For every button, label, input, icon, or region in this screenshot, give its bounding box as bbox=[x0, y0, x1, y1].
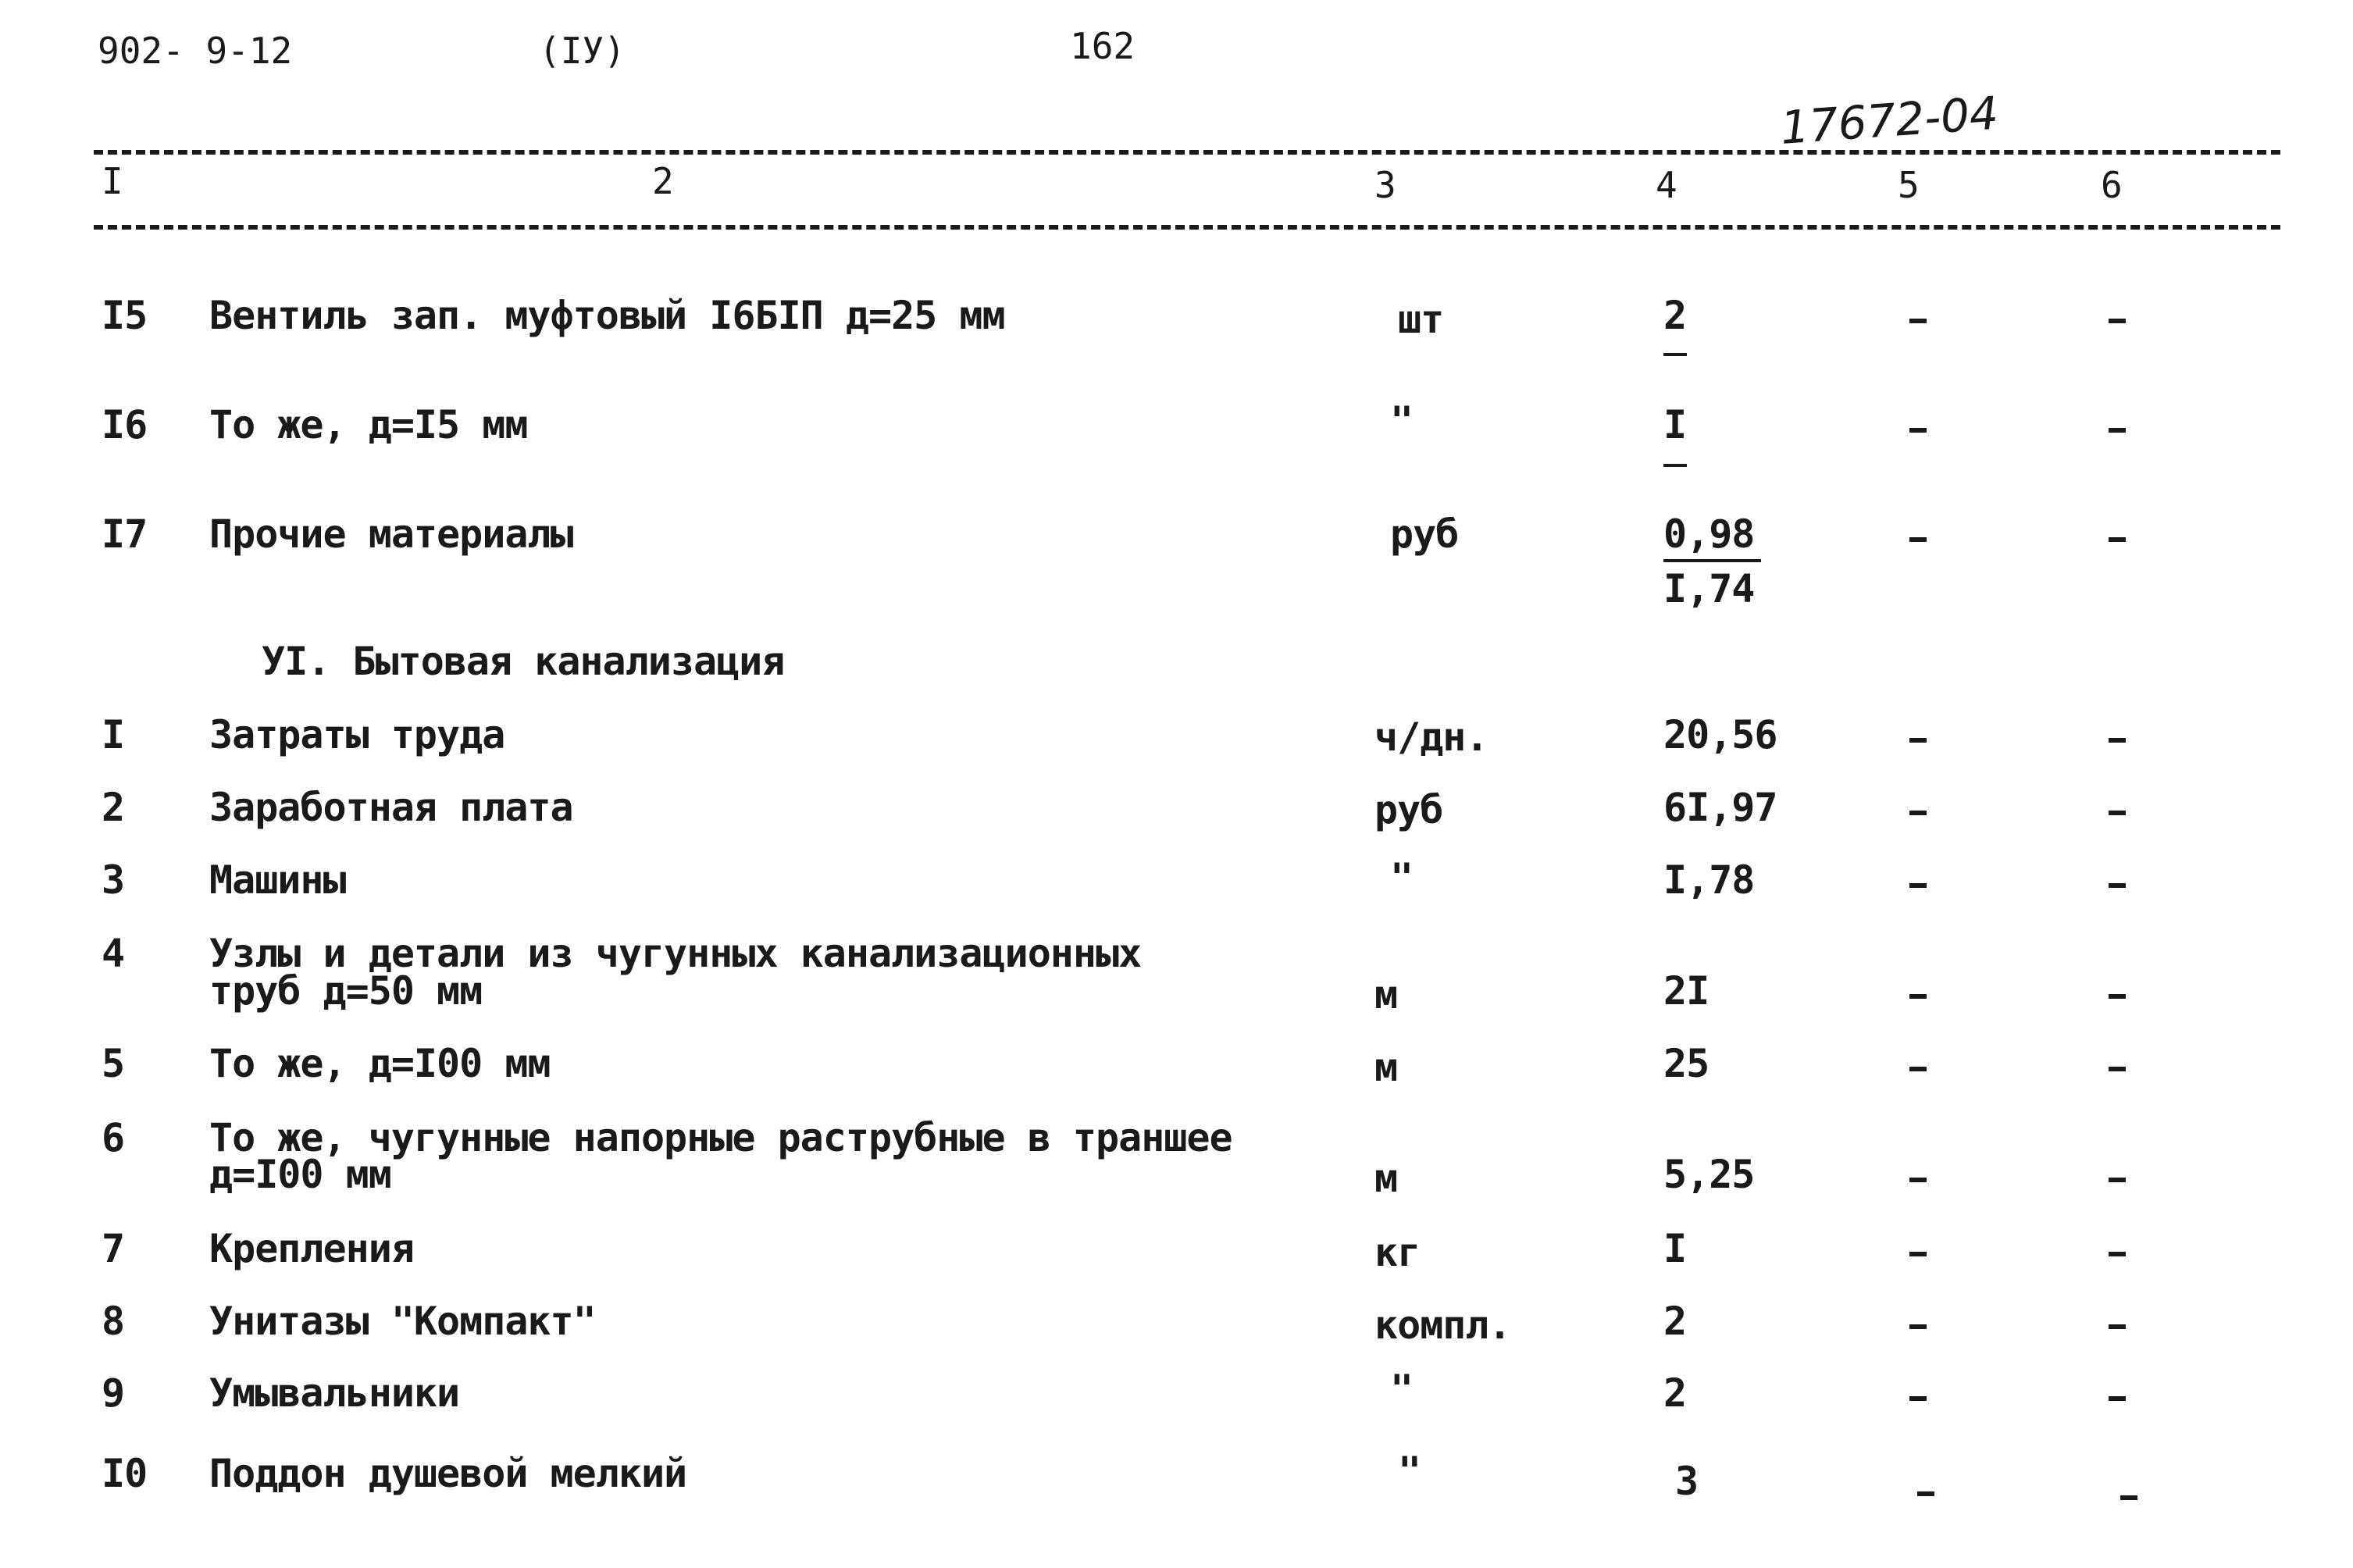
unit: ч/дн. bbox=[1374, 715, 1488, 760]
item-name: Узлы и детали из чугунных канализационных bbox=[209, 931, 1142, 976]
unit: " bbox=[1398, 1449, 1421, 1494]
item-name: Прочие материалы bbox=[209, 511, 573, 557]
item-name: Затраты труда bbox=[209, 712, 505, 757]
section-title: УI. Бытовая канализация bbox=[262, 639, 785, 684]
document-code: 902- 9-12 bbox=[98, 30, 293, 72]
column-5-dash bbox=[1909, 738, 1927, 743]
row-number: I0 bbox=[102, 1451, 148, 1496]
unit: компл. bbox=[1374, 1303, 1511, 1348]
item-name: То же, чугунные напорные раструбные в траншее bbox=[209, 1115, 1232, 1160]
unit: " bbox=[1390, 1367, 1414, 1412]
unit: м bbox=[1374, 1045, 1398, 1090]
column-6-dash bbox=[2109, 811, 2126, 815]
row-number: 6 bbox=[102, 1115, 125, 1160]
item-name: Машины bbox=[209, 857, 346, 903]
page-number: 162 bbox=[1070, 25, 1136, 67]
quantity: I,78 bbox=[1663, 857, 1755, 903]
quantity: 6I,97 bbox=[1663, 785, 1777, 830]
column-5-dash bbox=[1909, 319, 1927, 323]
row-number: 3 bbox=[102, 857, 125, 903]
unit: кг bbox=[1374, 1230, 1421, 1275]
unit: " bbox=[1390, 398, 1414, 444]
section-mark: (IУ) bbox=[539, 30, 626, 72]
quantity-underline bbox=[1663, 464, 1687, 467]
column-6-dash bbox=[2109, 319, 2126, 323]
quantity: 25 bbox=[1663, 1041, 1709, 1086]
item-name: Поддон душевой мелкий bbox=[209, 1451, 687, 1496]
column-5-dash bbox=[1909, 994, 1927, 999]
column-5-dash bbox=[1909, 537, 1927, 542]
column-header-1: I bbox=[102, 160, 123, 202]
quantity: 5,25 bbox=[1663, 1152, 1755, 1197]
column-5-dash bbox=[1909, 1396, 1927, 1401]
unit: руб bbox=[1390, 511, 1459, 557]
quantity: 2I bbox=[1663, 968, 1709, 1014]
column-5-dash bbox=[1909, 1178, 1927, 1182]
column-header-4: 4 bbox=[1656, 164, 1677, 206]
quantity: 2 bbox=[1663, 1370, 1687, 1416]
item-name-continued: д=I00 мм bbox=[209, 1152, 391, 1197]
item-name: Унитазы "Компакт" bbox=[209, 1299, 596, 1344]
quantity: 2 bbox=[1663, 1299, 1687, 1344]
row-number: I6 bbox=[102, 402, 148, 447]
header-bottom-rule bbox=[94, 225, 2280, 230]
column-6-dash bbox=[2109, 994, 2126, 999]
unit: " bbox=[1390, 855, 1414, 900]
column-5-dash bbox=[1909, 1252, 1927, 1256]
quantity: 3 bbox=[1675, 1459, 1699, 1504]
column-6-dash bbox=[2109, 1252, 2126, 1256]
quantity: 0,98 bbox=[1663, 511, 1755, 557]
row-number: I7 bbox=[102, 511, 148, 557]
column-6-dash bbox=[2109, 1067, 2126, 1071]
row-number: 5 bbox=[102, 1041, 125, 1086]
quantity: I bbox=[1663, 402, 1687, 447]
column-6-dash bbox=[2120, 1495, 2137, 1500]
item-name: То же, д=I00 мм bbox=[209, 1041, 551, 1086]
column-header-2: 2 bbox=[652, 160, 674, 202]
column-6-dash bbox=[2109, 883, 2126, 888]
quantity: I bbox=[1663, 1226, 1687, 1271]
row-number: 7 bbox=[102, 1226, 125, 1271]
item-name-continued: труб д=50 мм bbox=[209, 968, 483, 1014]
row-number: 2 bbox=[102, 785, 125, 830]
column-5-dash bbox=[1909, 811, 1927, 815]
row-number: 4 bbox=[102, 931, 125, 976]
column-5-dash bbox=[1917, 1491, 1934, 1496]
column-6-dash bbox=[2109, 1396, 2126, 1401]
unit: м bbox=[1374, 972, 1398, 1017]
column-6-dash bbox=[2109, 1178, 2126, 1182]
quantity-secondary: I,74 bbox=[1663, 566, 1755, 611]
column-header-3: 3 bbox=[1374, 164, 1396, 206]
row-number: I5 bbox=[102, 293, 148, 338]
quantity: 2 bbox=[1663, 293, 1687, 338]
item-name: Заработная плата bbox=[209, 785, 573, 830]
item-name: Умывальники bbox=[209, 1370, 460, 1416]
unit: шт bbox=[1398, 297, 1444, 342]
handwritten-number: 17672-04 bbox=[1778, 86, 2000, 155]
header-top-rule bbox=[94, 150, 2280, 155]
column-5-dash bbox=[1909, 1324, 1927, 1329]
unit: руб bbox=[1374, 787, 1443, 832]
row-number: 8 bbox=[102, 1299, 125, 1344]
quantity-underline bbox=[1663, 353, 1687, 356]
column-6-dash bbox=[2109, 1324, 2126, 1329]
column-6-dash bbox=[2109, 738, 2126, 743]
column-6-dash bbox=[2109, 428, 2126, 433]
quantity: 20,56 bbox=[1663, 712, 1777, 757]
column-6-dash bbox=[2109, 537, 2126, 542]
item-name: Вентиль зап. муфтовый I6БIП д=25 мм bbox=[209, 293, 1005, 338]
column-5-dash bbox=[1909, 883, 1927, 888]
item-name: Крепления bbox=[209, 1226, 414, 1271]
row-number: I bbox=[102, 712, 125, 757]
column-5-dash bbox=[1909, 428, 1927, 433]
column-5-dash bbox=[1909, 1067, 1927, 1071]
column-header-5: 5 bbox=[1898, 164, 1920, 206]
column-header-6: 6 bbox=[2101, 164, 2123, 206]
row-number: 9 bbox=[102, 1370, 125, 1416]
unit: м bbox=[1374, 1156, 1398, 1201]
quantity-underline bbox=[1663, 559, 1761, 562]
item-name: То же, д=I5 мм bbox=[209, 402, 528, 447]
